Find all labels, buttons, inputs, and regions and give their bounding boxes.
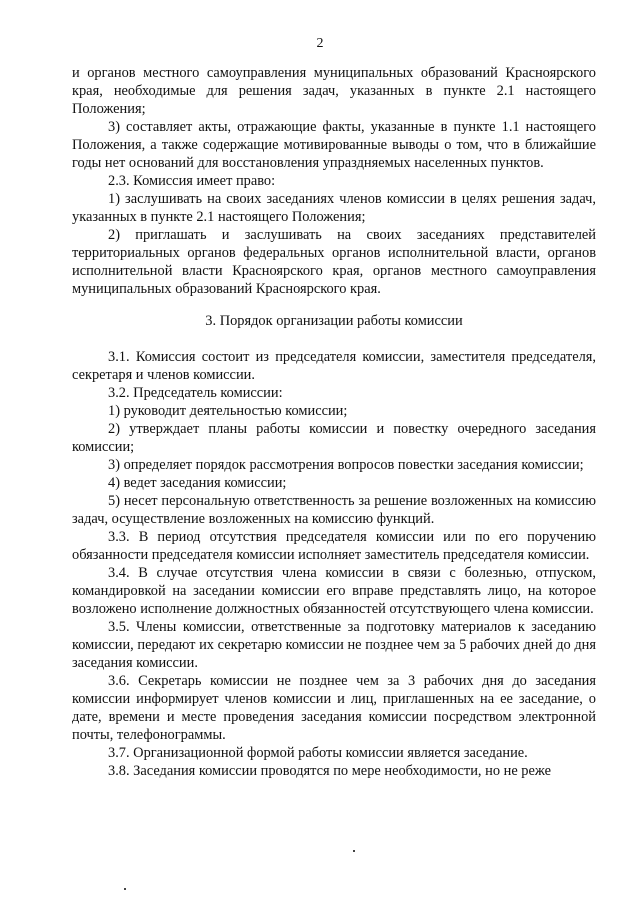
paragraph-3-6: 3.6. Секретарь комиссии не позднее чем за 3 рабочих дня до заседания комиссии информирует членов комиссии и лиц, приглашенных на ее заседание, о дате, времени и месте проведения заседания комиссии посредством электронной почты, телефонограммы. [72, 673, 596, 743]
paragraph-3-2-item-4: 4) ведет заседания комиссии; [108, 475, 287, 491]
paragraph-3-2: 3.2. Председатель комиссии: [108, 385, 283, 401]
paragraph-3-2-item-5: 5) несет персональную ответственность за решение возложенных на комиссию задач, осуществление возложенных на комиссию функций. [72, 493, 596, 527]
scan-speck [124, 888, 126, 890]
paragraph-item-3: 3) составляет акты, отражающие факты, указанные в пункте 1.1 настоящего Положения, а также содержащие мотивированные выводы о том, что в ближайшие годы нет оснований для восстановления упраздняемых населенных пунктов. [72, 119, 596, 171]
document-body [72, 64, 596, 780]
paragraph-3-2-item-2: 2) утверждает планы работы комиссии и повестку очередного заседания комиссии; [72, 421, 596, 455]
paragraph-3-4: 3.4. В случае отсутствия члена комиссии в связи с болезнью, отпуском, командировкой на заседании комиссии его вправе представлять лицо, на которое возложено исполнение должностных обязанностей отсутствующего члена комиссии. [72, 565, 596, 617]
paragraph-3-2-item-3: 3) определяет порядок рассмотрения вопросов повестки заседания комиссии; [108, 457, 584, 473]
paragraph-2-3: 2.3. Комиссия имеет право: [108, 173, 276, 189]
paragraph-3-5: 3.5. Члены комиссии, ответственные за подготовку материалов к заседанию комиссии, передают их секретарю комиссии не позднее чем за 5 рабочих дней до дня заседания комиссии. [72, 619, 596, 671]
paragraph-3-2-item-1: 1) руководит деятельностью комиссии; [108, 403, 348, 419]
paragraph-2-3-item-1: 1) заслушивать на своих заседаниях членов комиссии в целях решения задач, указанных в пункте 2.1 настоящего Положения; [72, 191, 596, 225]
paragraph-3-3: 3.3. В период отсутствия председателя комиссии или по его поручению обязанности председателя комиссии исполняет заместитель председателя комиссии. [72, 529, 596, 563]
paragraph-3-1: 3.1. Комиссия состоит из председателя комиссии, заместителя председателя, секретаря и членов комиссии. [72, 349, 596, 383]
paragraph-continuation: и органов местного самоуправления муниципальных образований Красноярского края, необходимые для решения задач, указанных в пункте 2.1 настоящего Положения; [72, 65, 596, 117]
paragraph-3-7: 3.7. Организационной формой работы комиссии является заседание. [108, 745, 528, 761]
scan-speck [353, 850, 355, 852]
paragraph-2-3-item-2: 2) приглашать и заслушивать на своих заседаниях представителей территориальных органов федеральных органов исполнительной власти, органов исполнительной власти Красноярского края, органов местного самоуправления муниципальных образований Красноярского края. [72, 227, 596, 297]
section-heading: 3. Порядок организации работы комиссии [205, 313, 463, 329]
paragraph-3-8: 3.8. Заседания комиссии проводятся по мере необходимости, но не реже [108, 763, 552, 779]
page-number: 2 [316, 36, 324, 51]
